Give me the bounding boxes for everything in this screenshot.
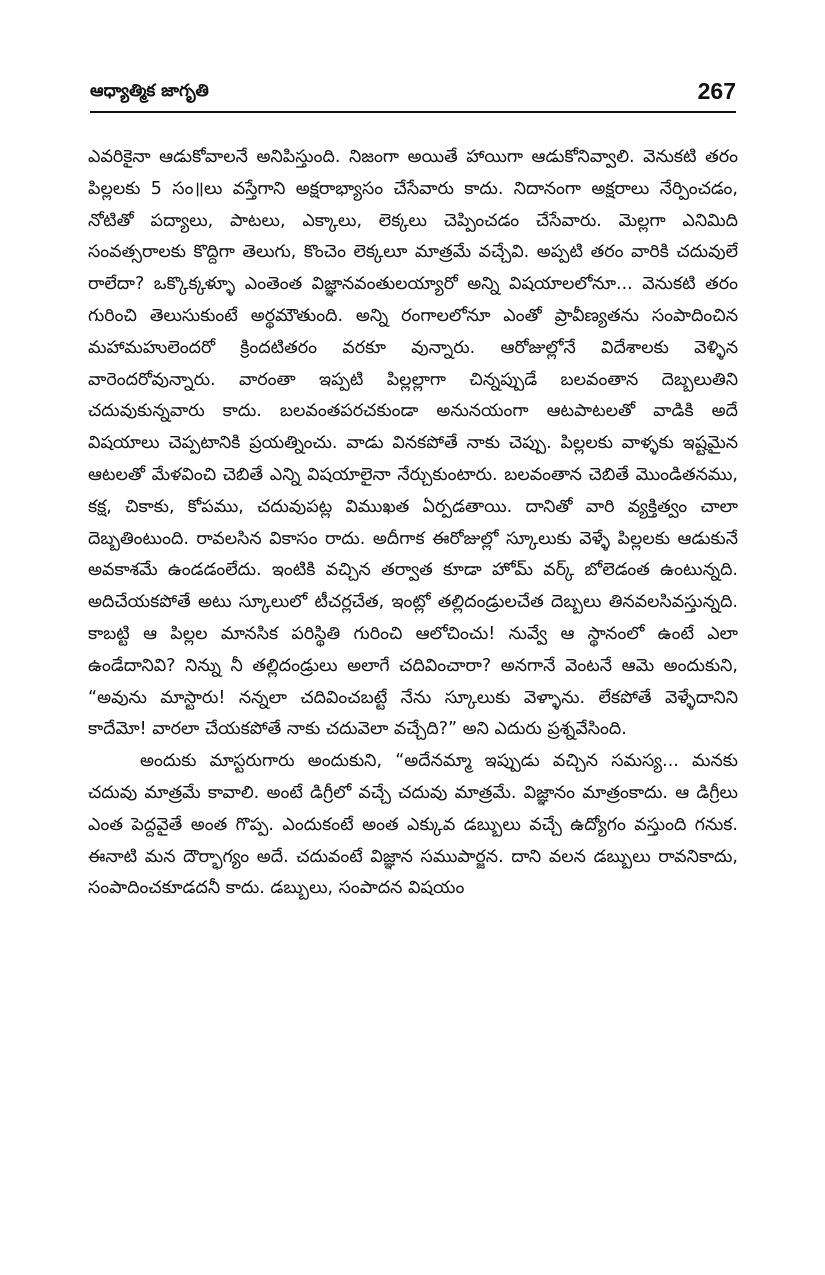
header-title: ఆధ్యాత్మిక జాగృతి — [90, 81, 209, 101]
page-number: 267 — [697, 78, 736, 104]
paragraph: అందుకు మాస్టరుగారు అందుకుని, “అదేనమ్మా ఇప్పుడు వచ్చిన సమస్య... మనకు చదువు మాత్రమే కావాలి. అంటే డిగ్రీలో వచ్చే చదువు మాత్రమే. విజ్ఞానం మాత్రంకాదు. ఆ డిగ్రీలు ఎంత పెద్దవైతే అంత గొప్ప. ఎందుకంటే అంత ఎక్కువ డబ్బులు వచ్చే ఉద్యోగం వస్తుంది గనుక. ఈనాటి మన దౌర్భాగ్యం అదే. చదువంటే విజ్ఞాన సముపార్జన. దాని వలన డబ్బులు రావనికాదు, సంపాదించకూడదనీ కాదు. డబ్బులు, సంపాదన విషయం — [88, 751, 738, 899]
body-text — [88, 142, 738, 905]
running-header — [90, 78, 736, 113]
paragraph: ఎవరికైనా ఆడుకోవాలనే అనిపిస్తుంది. నిజంగా అయితే హాయిగా ఆడుకోనివ్వాలి. వెనుకటి తరం పిల్లలకు 5 సం॥లు వస్తేగాని అక్షరాభ్యాసం చేసేవారు కాదు. నిదానంగా అక్షరాలు నేర్పించడం, నోటితో పద్యాలు, పాటలు, ఎక్కాలు, లెక్కలు చెప్పించడం చేసేవారు. మెల్లగా ఎనిమిది సంవత్సరాలకు కొద్దిగా తెలుగు, కొంచెం లెక్కలూ మాత్రమే వచ్చేవి. అప్పటి తరం వారికి చదువులే రాలేదా? ఒక్కొక్కళ్ళూ ఎంతెంత విజ్ఞానవంతులయ్యారో అన్ని విషయాలలోనూ... వెనుకటి తరం గురించి తెలుసుకుంటే అర్థమౌతుంది. అన్ని రంగాలలోనూ ఎంతో ప్రావీణ్యతను సంపాదించిన మహామహులెందరో క్రిందటితరం వరకూ వున్నారు. ఆరోజుల్లోనే విదేశాలకు వెళ్ళిన వారెందరోవున్నారు. వారంతా ఇప్పటి పిల్లల్లాగా చిన్నప్పుడే బలవంతాన దెబ్బలుతిని చదువుకున్నవారు కాదు. బలవంతపరచకుండా అనునయంగా ఆటపాటలతో వాడికి అదే విషయాలు చెప్పటానికి ప్రయత్నించు. వాడు వినకపోతే నాకు చెప్పు. పిల్లలకు వాళ్ళకు ఇష్టమైన ఆటలతో మేళవించి చెబితే ఎన్ని విషయాలైనా నేర్చుకుంటారు. బలవంతాన చెబితే మొండితనము, కక్ష, చికాకు, కోపము, చదువుపట్ల విముఖత ఏర్పడతాయి. దానితో వారి వ్యక్తిత్వం చాలా దెబ్బతింటుంది. రావలసిన వికాసం రాదు. అదీగాక ఈరోజుల్లో స్కూలుకు వెళ్ళే పిల్లలకు ఆడుకునే అవకాశమే ఉండడంలేదు. ఇంటికి వచ్చిన తర్వాత కూడా హోమ్ వర్క్ బోలెడంత ఉంటున్నది. అదిచేయకపోతే అటు స్కూలులో టీచర్లచేత, ఇంట్లో తల్లిదండ్రులచేత దెబ్బలు తినవలసివస్తున్నది. కాబట్టి ఆ పిల్లల మానసిక పరిస్థితి గురించి ఆలోచించు! నువ్వే ఆ స్థానంలో ఉంటే ఎలా ఉండేదానివి? నిన్ను నీ తల్లిదండ్రులు అలాగే చదివించారా? అనగానే వెంటనే ఆమె అందుకుని, “అవును మాస్టారు! నన్నలా చదివించబట్టే నేను స్కూలుకు వెళ్ళాను. లేకపోతే వెళ్ళేదానిని కాదేమో! వారలా చేయకపోతే నాకు చదువెలా వచ్చేది?” అని ఎదురు ప్రశ్నవేసింది. — [88, 147, 738, 740]
